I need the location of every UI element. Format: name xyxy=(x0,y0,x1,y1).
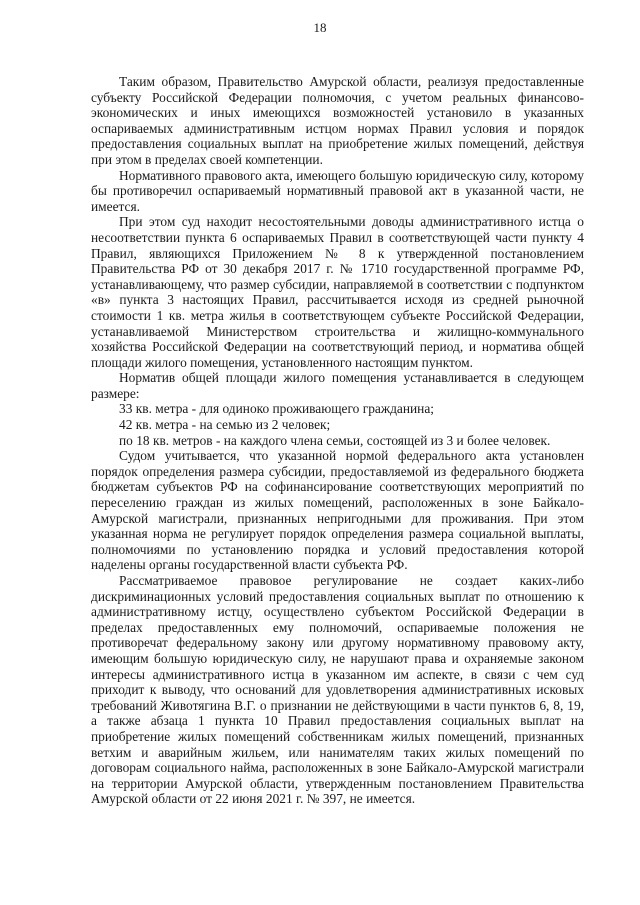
list-item-three-plus: по 18 кв. метров - на каждого члена семьи, состоящей из 3 и более человек. xyxy=(119,432,551,448)
page-number: 18 xyxy=(313,20,327,35)
document-body xyxy=(91,74,584,807)
paragraph-no-superior-act: Нормативного правового акта, имеющего большую юридическую силу, которому бы противоречил оспариваемый нормативный правовой акт в указанной части, не имеется. xyxy=(91,167,584,214)
list-item-two-persons: 42 кв. метра - на семью из 2 человек; xyxy=(119,417,331,433)
paragraph-court-considers: Судом учитывается, что указанной нормой федерального акта установлен порядок определения размера субсидии, предоставляемой из федерального бюджета бюджетам субъектов РФ на софинансирование соответствующих мероприятий по переселению граждан из жилых помещений, расположенных в зоне Байкало-Амурской магистрали, признанных непригодными для проживания. При этом указанная норма не регулирует порядок определения размера социальной выплаты, полномочиями по установлению порядка и условий предоставления которой наделены органы государственной власти субъекта РФ. xyxy=(91,448,584,573)
paragraph-conclusion-government: Таким образом, Правительство Амурской области, реализуя предоставленные субъекту Российской Федерации полномочия, с учетом реальных финансово-экономических и иных имеющихся возможностей установило в указанных оспариваемых административным истцом нормах Правил условия и порядок предоставления социальных выплат на приобретение жилых помещений, действуя при этом в пределах своей компетенции. xyxy=(91,74,584,167)
list-item-single: 33 кв. метра - для одиноко проживающего гражданина; xyxy=(119,401,434,417)
paragraph-norm-intro: Норматив общей площади жилого помещения устанавливается в следующем размере: xyxy=(91,370,584,401)
paragraph-court-finds: При этом суд находит несостоятельными доводы административного истца о несоответствии пункта 6 оспариваемых Правил в соответствующей части пункту 4 Правил, являющихся Приложением № 8 к утвержденной постановлением Правительства РФ от 30 декабря 2017 г. № 1710 государственной программе РФ, устанавливающему, что размер субсидии, направляемой в соответствии с подпунктом «в» пункта 3 настоящих Правил, рассчитывается исходя из средней рыночной стоимости 1 кв. метра жилья в соответствующем субъекте Российской Федерации, устанавливаемой Министерством строительства и жилищно-коммунального хозяйства Российской Федерации на соответствующий период, и норматива общей площади жилого помещения, установленного настоящим пунктом. xyxy=(91,214,584,370)
paragraph-final-conclusion: Рассматриваемое правовое регулирование не создает каких-либо дискриминационных условий предоставления социальных выплат по отношению к административному истцу, осуществлено субъектом Российской Федерации в пределах предоставленных ему полномочий, оспариваемые положения не противоречат федеральному закону или другому нормативному правовому акту, имеющим большую юридическую силу, не нарушают права и охраняемые законом интересы административного истца в указанном им аспекте, в связи с чем суд приходит к выводу, что оснований для удовлетворения административных исковых требований Животягина В.Г. о признании не действующими в части пунктов 6, 8, 19, а также абзаца 1 пункта 10 Правил предоставления социальных выплат на приобретение жилых помещений собственникам жилых помещений, признанных ветхим и аварийным жильем, или нанимателям таких жилых помещений по договорам социального найма, расположенных в зоне Байкало-Амурской магистрали на территории Амурской области, утвержденным постановлением Правительства Амурской области от 22 июня 2021 г. № 397, не имеется. xyxy=(91,573,584,807)
